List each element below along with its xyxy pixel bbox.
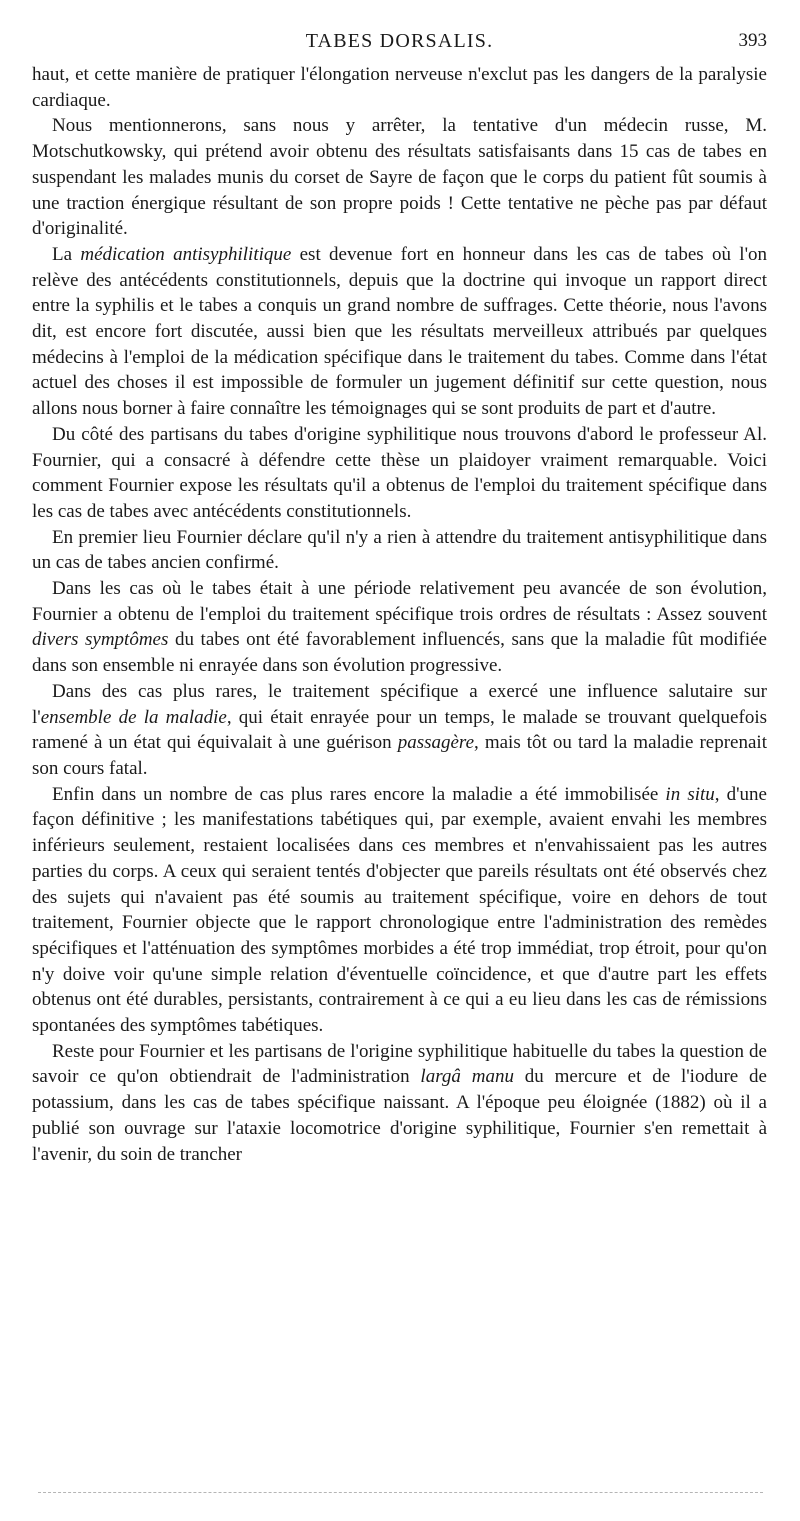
text-run: En premier lieu Fournier déclare qu'il n'y a rien à attendre du traitement antisyphilitique dans un cas de tabes ancien confirmé. [32, 526, 767, 574]
running-title: TABES DORSALIS. [305, 30, 494, 52]
italic-text-run: ensemble de la maladie [40, 706, 227, 728]
paragraph [32, 113, 767, 242]
text-run: Reste pour Fournier et les partisans de l'origine syphilitique habituelle du tabes la question de savoir ce qu'on obtiendrait de l'administration [32, 1040, 767, 1088]
text-run: Dans les cas où le tabes était à une période relativement peu avancée de son évolution, Fournier a obtenu de l'emploi du traitement spécifique trois ordres de résultats : Assez souvent [32, 578, 767, 625]
text-run: du tabes ont été favorablement influencés, sans que la maladie fût modifiée dans son ensemble ni enrayée dans son évolution progressive. [32, 629, 767, 677]
text-run: Nous mentionnerons, sans nous y arrêter, la tentative d'un médecin russe, M. Motschutkowsky, qui prétend avoir obtenu des résultats satisfaisants dans 15 cas de tabes en suspendant les malades munis du corset de Sayre de façon que le corps du patient fût soumis à une traction énergique résultant de son propre poids ! Cette tentative ne pèche pas par défaut d'originalité. [32, 115, 767, 240]
paragraph [32, 525, 767, 576]
italic-text-run: divers symptômes [32, 629, 169, 651]
paragraph [32, 679, 767, 782]
paragraph [32, 782, 767, 1039]
text-run: est devenue fort en honneur dans les cas de tabes où l'on relève des antécédents constitutionnels, depuis que la doctrine qui invoque un rapport direct entre la syphilis et le tabes a conquis un grand nombre de suffrages. Cette théorie, nous l'avons dit, est encore fort discutée, aussi bien que les résultats merveilleux attribués par quelques médecins à l'emploi de la médication spécifique dans le traitement du tabes. Comme dans l'état actuel des choses il est impossible de formuler un jugement définitif sur cette question, nous allons nous borner à faire connaître les témoignages qui se sont produits de part et d'autre. [32, 243, 767, 420]
italic-text-run: passagère [397, 732, 475, 754]
text-run: du mercure et de l'iodure de potassium, dans les cas de tabes spécifique naissant. A l'époque peu éloignée (1882) où il a publié son ouvrage sur l'ataxie locomotrice d'origine syphilitique, Fournier s'en remettait à l'avenir, du soin de trancher [32, 1066, 767, 1165]
text-run: La [52, 243, 81, 265]
footer-dotted-rule [38, 1492, 763, 1493]
text-run: , qui était enrayée pour un temps, le malade se trouvant quelquefois ramené à un état qui équivalait à une guérison [32, 706, 767, 754]
text-run: Enfin dans un nombre de cas plus rares encore la maladie a été immobilisée [52, 783, 666, 805]
text-run: Du côté des partisans du tabes d'origine syphilitique nous trouvons d'abord le professeur Al. Fournier, qui a consacré à défendre cette thèse un plaidoyer vraiment remarquable. Voici comment Fournier expose les résultats qu'il a obtenus de l'emploi du traitement spécifique dans les cas de tabes avec antécédents constitutionnels. [32, 423, 767, 522]
page-number: 393 [738, 30, 767, 51]
text-run: , mais tôt ou tard la maladie reprenait son cours fatal. [32, 732, 767, 779]
body-text [32, 62, 767, 1167]
paragraph [32, 1039, 767, 1168]
paragraph [32, 62, 767, 113]
italic-text-run: in situ [665, 783, 715, 805]
text-run: , d'une façon définitive ; les manifestations tabétiques qui, par exemple, avaient envahi les membres inférieurs seulement, restaient localisées dans ces membres et n'envahissaient pas les autres parties du corps. A ceux qui seraient tentés d'objecter que pareils résultats ont été observés chez des sujets qui n'avaient pas été soumis au traitement spécifique, voire en dehors de tout traitement, Fournier objecte que le rapport chronologique entre l'administration des remèdes spécifiques et l'atténuation des symptômes morbides a été trop immédiat, trop étroit, pour qu'on n'y doive voir qu'une simple relation d'éventuelle coïncidence, et que d'autre part les effets obtenus ont été durables, persistants, contrairement à ce qui a eu lieu dans les cas de rémissions spontanées des symptômes tabétiques. [32, 783, 767, 1037]
text-run: Dans des cas plus rares, le traitement spécifique a exercé une influence salutaire sur l' [32, 680, 767, 728]
paragraph [32, 422, 767, 525]
page-header [32, 30, 767, 58]
paragraph [32, 242, 767, 422]
text-run: haut, et cette manière de pratiquer l'élongation nerveuse n'exclut pas les dangers de la paralysie cardiaque. [32, 64, 767, 111]
paragraph [32, 576, 767, 679]
italic-text-run: largâ manu [420, 1066, 514, 1088]
italic-text-run: médication antisyphilitique [80, 243, 292, 265]
